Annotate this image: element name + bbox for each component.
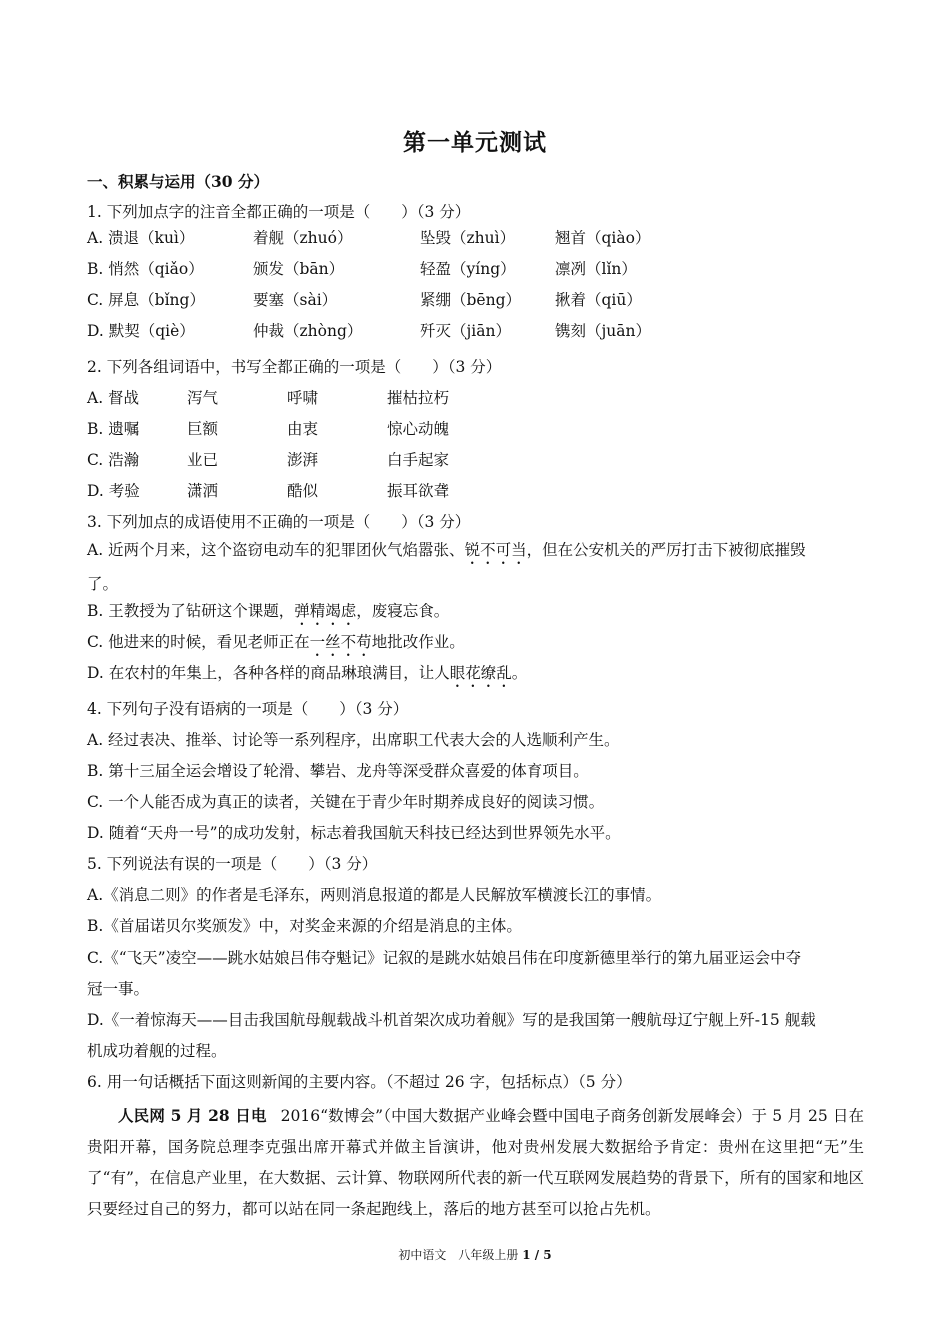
q2-c-word1: C. 浩瀚 bbox=[87, 451, 140, 469]
q3-option-b bbox=[87, 601, 449, 629]
q2-b-word1: B. 遗嘱 bbox=[87, 420, 140, 438]
q4-option-b: B. 第十三届全运会增设了轮滑、攀岩、龙舟等深受群众喜爱的体育项目。 bbox=[87, 762, 589, 780]
q2-a-word3: 呼啸 bbox=[287, 389, 319, 407]
q2-d-word4: 振耳欲聋 bbox=[387, 482, 450, 500]
q2-a-word1: A. 督战 bbox=[87, 389, 140, 407]
page-footer bbox=[0, 1247, 950, 1263]
q1-a-word2: 着舰（zhuó） bbox=[253, 229, 353, 247]
q5-option-c-cont: 冠一事。 bbox=[87, 980, 150, 998]
q3-b-text-end: ，废寝忘食。 bbox=[356, 602, 450, 620]
q3-a-text: A. 近两个月来，这个盗窃电动车的犯罪团伙气焰嚣张、 bbox=[87, 541, 465, 559]
q1-b-word4: 凛冽（lǐn） bbox=[555, 260, 637, 278]
q2-b-word2: 巨额 bbox=[187, 420, 219, 438]
q3-d-idiom: 眼花缭乱 bbox=[449, 664, 512, 682]
q3-option-d bbox=[87, 663, 527, 691]
q5-option-d: D.《一着惊海天——目击我国航母舰载战斗机首架次成功着舰》写的是我国第一艘航母辽宁舰上歼-15 舰载 bbox=[87, 1011, 816, 1029]
q3-c-text-end: 地批改作业。 bbox=[371, 633, 465, 651]
q1-d-word1: D. 默契（qiè） bbox=[87, 322, 195, 340]
q1-b-word1: B. 悄然（qiǎo） bbox=[87, 260, 204, 278]
q3-option-a bbox=[87, 540, 806, 568]
q2-b-word4: 惊心动魄 bbox=[387, 420, 450, 438]
question-3-stem: 3. 下列加点的成语使用不正确的一项是（ ）（3 分） bbox=[87, 513, 471, 531]
q3-d-text: D. 在农村的年集上，各种各样的商品琳琅满目，让人 bbox=[87, 664, 450, 682]
q4-option-c: C. 一个人能否成为真正的读者，关键在于青少年时期养成良好的阅读习惯。 bbox=[87, 793, 605, 811]
footer-text: 初中语文 八年级上册 bbox=[398, 1248, 519, 1262]
question-1-stem: 1. 下列加点字的注音全都正确的一项是（ ）（3 分） bbox=[87, 203, 471, 221]
q3-a-text-end: ，但在公安机关的严厉打击下被彻底摧毁 bbox=[526, 541, 806, 559]
q1-b-word3: 轻盈（yíng） bbox=[420, 260, 516, 278]
q1-a-word4: 翘首（qiào） bbox=[555, 229, 651, 247]
q2-d-word1: D. 考验 bbox=[87, 482, 140, 500]
q3-d-text-end: 。 bbox=[511, 664, 528, 682]
q1-d-word4: 镌刻（juān） bbox=[555, 322, 652, 340]
section-heading: 一、积累与运用（30 分） bbox=[87, 172, 269, 191]
q5-option-d-cont: 机成功着舰的过程。 bbox=[87, 1042, 227, 1060]
news-paragraph bbox=[87, 1100, 864, 1225]
q1-d-word3: 歼灭（jiān） bbox=[420, 322, 511, 340]
question-5-stem: 5. 下列说法有误的一项是（ ）（3 分） bbox=[87, 855, 378, 873]
news-body: 2016“数博会”（中国大数据产业峰会暨中国电子商务创新发展峰会）于 5 月 25 日在贵阳开幕，国务院总理李克强出席开幕式并做主旨演讲，他对贵州发展大数据给予肯定：贵州在这里把“无”生了“有”，在信息产业里，在大数据、云计算、物联网所代表的新一代互联网发展趋势的背景下，所有的国家和地区只要经过自己的努力，都可以站在同一条起跑线上，落后的地方甚至可以抢占先机。 bbox=[87, 1107, 864, 1218]
q2-c-word4: 白手起家 bbox=[387, 451, 450, 469]
q3-a-idiom: 锐不可当 bbox=[464, 541, 527, 559]
q5-option-a: A.《消息二则》的作者是毛泽东，两则消息报道的都是人民解放军横渡长江的事情。 bbox=[87, 886, 662, 904]
page-title: 第一单元测试 bbox=[403, 129, 547, 156]
q1-d-word2: 仲裁（zhòng） bbox=[253, 322, 363, 340]
q3-b-idiom: 弹精竭虑 bbox=[294, 602, 357, 620]
q2-d-word2: 潇洒 bbox=[187, 482, 219, 500]
news-dateline: 人民网 5 月 28 日电 bbox=[118, 1106, 267, 1125]
q1-c-word4: 揪着（qiū） bbox=[555, 291, 642, 309]
q1-a-word3: 坠毁（zhuì） bbox=[420, 229, 516, 247]
q4-option-a: A. 经过表决、推举、讨论等一系列程序，出席职工代表大会的人选顺利产生。 bbox=[87, 731, 620, 749]
q5-option-c: C.《“飞天”凌空——跳水姑娘吕伟夺魁记》记叙的是跳水姑娘吕伟在印度新德里举行的第九届亚运会中夺 bbox=[87, 949, 802, 967]
question-6-stem: 6. 用一句话概括下面这则新闻的主要内容。（不超过 26 字，包括标点）（5 分） bbox=[87, 1073, 632, 1091]
page-number: 1 / 5 bbox=[522, 1248, 552, 1262]
q2-c-word2: 业已 bbox=[187, 451, 219, 469]
question-2-stem: 2. 下列各组词语中，书写全都正确的一项是（ ）（3 分） bbox=[87, 358, 502, 376]
q3-b-text: B. 王教授为了钻研这个课题， bbox=[87, 602, 295, 620]
q2-c-word3: 澎湃 bbox=[287, 451, 319, 469]
q3-option-a-cont: 了。 bbox=[87, 575, 119, 593]
q1-c-word1: C. 屏息（bǐng） bbox=[87, 291, 205, 309]
q2-a-word2: 泻气 bbox=[187, 389, 219, 407]
question-4-stem: 4. 下列句子没有语病的一项是（ ）（3 分） bbox=[87, 700, 409, 718]
q2-b-word3: 由衷 bbox=[287, 420, 319, 438]
q2-a-word4: 摧枯拉朽 bbox=[387, 389, 450, 407]
q1-b-word2: 颁发（bān） bbox=[253, 260, 345, 278]
q1-a-word1: A. 溃退（kuì） bbox=[87, 229, 195, 247]
q1-c-word2: 要塞（sài） bbox=[253, 291, 338, 309]
q1-c-word3: 紧绷（bēng） bbox=[420, 291, 522, 309]
q3-c-idiom: 一丝不苟 bbox=[309, 633, 372, 651]
q4-option-d: D. 随着“天舟一号”的成功发射，标志着我国航天科技已经达到世界领先水平。 bbox=[87, 824, 621, 842]
q3-c-text: C. 他进来的时候，看见老师正在 bbox=[87, 633, 310, 651]
q2-d-word3: 酷似 bbox=[287, 482, 319, 500]
q5-option-b: B.《首届诺贝尔奖颁发》中，对奖金来源的介绍是消息的主体。 bbox=[87, 917, 522, 935]
q3-option-c bbox=[87, 632, 465, 660]
